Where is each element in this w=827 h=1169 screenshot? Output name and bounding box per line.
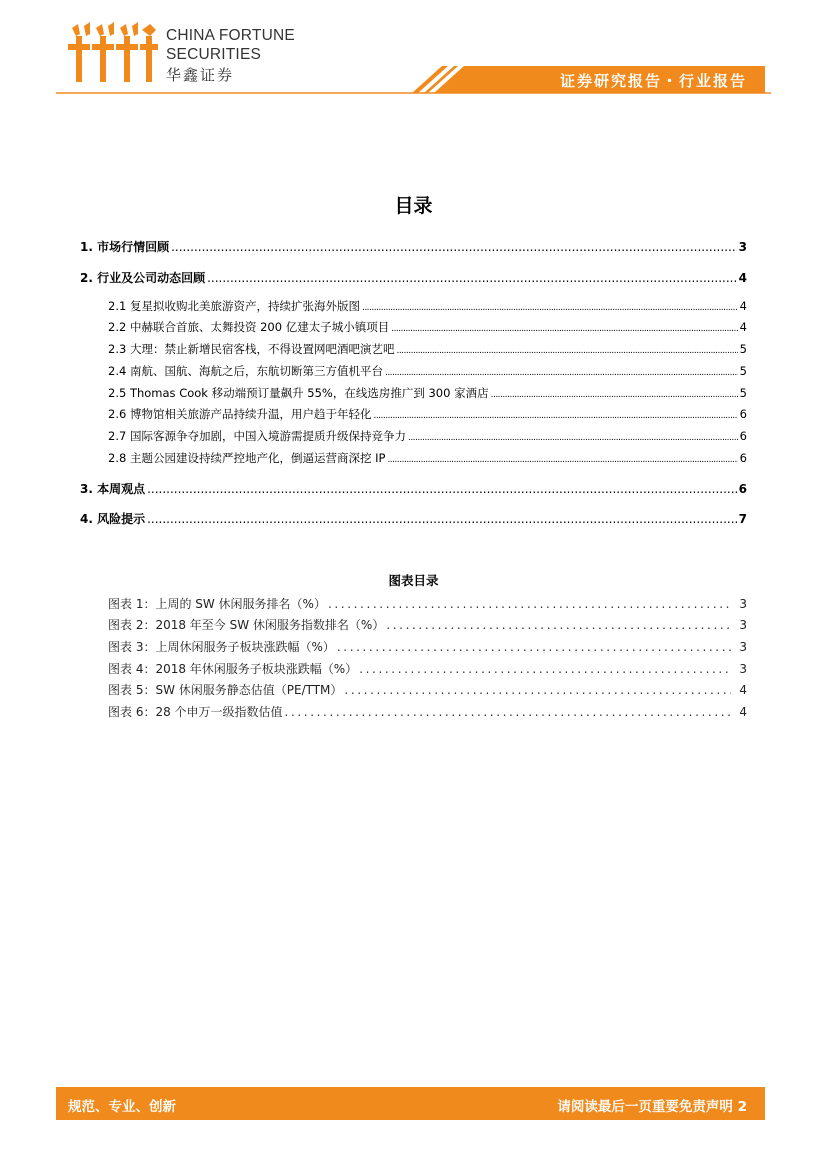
figure-entry-label: 图表 5：SW 休闲服务静态估值（PE/TTM） <box>108 683 343 697</box>
toc-entry-3[interactable] <box>80 480 747 497</box>
logo-line-2: SECURITIES <box>166 46 262 63</box>
leader-dots <box>285 705 732 719</box>
toc-entry-2[interactable] <box>80 269 747 286</box>
page-number: 2 <box>737 1099 747 1115</box>
toc-entry-label: 2.3 大理：禁止新增民宿客栈，不得设置网吧酒吧演艺吧 <box>108 342 395 356</box>
leader-dots <box>386 618 731 632</box>
figure-entry-page: 4 <box>739 705 747 719</box>
toc-entry-page: 3 <box>738 240 747 254</box>
toc-entry-page: 5 <box>739 386 747 400</box>
figure-entry-page: 3 <box>739 640 747 654</box>
leader-dots <box>147 482 737 496</box>
toc-entry-2-4[interactable] <box>108 363 747 379</box>
toc-entry-page: 5 <box>739 364 747 378</box>
toc-entry-label: 2.6 博物馆相关旅游产品持续升温，用户趋于年轻化 <box>108 407 372 421</box>
figure-entry-3[interactable] <box>108 638 747 655</box>
toc-entry-page: 7 <box>738 512 747 526</box>
toc-entry-page: 4 <box>739 320 747 334</box>
logo-text-english <box>166 26 295 64</box>
figure-entry-label: 图表 4：2018 年休闲服务子板块涨跌幅（%） <box>108 662 358 676</box>
leader-dots <box>491 390 738 400</box>
toc-entry-2-2[interactable] <box>108 319 747 335</box>
toc-entry-4[interactable] <box>80 510 747 527</box>
toc-entry-label: 2.8 主题公园建设持续严控地产化，倒逼运营商深挖 IP <box>108 451 386 465</box>
logo-line-1: CHINA FORTUNE <box>166 27 295 44</box>
figure-entry-label: 图表 3：上周休闲服务子板块涨跌幅（%） <box>108 640 335 654</box>
report-type-label: 证券研究报告・行业报告 <box>559 72 747 90</box>
toc-entry-page: 6 <box>739 407 747 421</box>
toc-entry-1[interactable] <box>80 238 747 255</box>
toc-entry-2-6[interactable] <box>108 406 747 422</box>
leader-dots <box>328 597 731 611</box>
leader-dots <box>337 640 732 654</box>
toc-entry-2-8[interactable] <box>108 450 747 466</box>
leader-dots <box>391 324 737 334</box>
toc-entry-label: 3. 本周观点 <box>80 482 146 496</box>
toc-entry-label: 2.1 复星拟收购北美旅游资产，持续扩张海外版图 <box>108 299 360 313</box>
toc-entry-label: 2.2 中赫联合首旅、太舞投资 200 亿建太子城小镇项目 <box>108 320 390 334</box>
toc-entry-label: 2.7 国际客源争夺加剧，中国入境游需提质升级保持竞争力 <box>108 429 406 443</box>
toc-entry-label: 1. 市场行情回顾 <box>80 240 170 254</box>
logo-text-chinese: 华鑫证券 <box>166 66 235 84</box>
toc-entry-2-5[interactable] <box>108 385 747 401</box>
figure-entry-page: 3 <box>739 662 747 676</box>
leader-dots <box>147 512 737 526</box>
figure-entry-label: 图表 2：2018 年至今 SW 休闲服务指数排名（%） <box>108 618 385 632</box>
leader-dots <box>359 662 731 676</box>
leader-dots <box>408 433 738 443</box>
toc-entry-label: 2.4 南航、国航、海航之后，东航切断第三方值机平台 <box>108 364 383 378</box>
toc-title: 目录 <box>394 195 433 217</box>
toc-entry-page: 6 <box>739 429 747 443</box>
toc-entry-2-3[interactable] <box>108 341 747 357</box>
toc-entry-page: 5 <box>739 342 747 356</box>
figures-list-title: 图表目录 <box>388 573 439 588</box>
leader-dots <box>387 455 737 465</box>
figure-entry-4[interactable] <box>108 660 747 677</box>
footer-motto: 规范、专业、创新 <box>68 1099 176 1115</box>
leader-dots <box>396 346 737 356</box>
figure-entry-label: 图表 1：上周的 SW 休闲服务排名（%） <box>108 597 326 611</box>
leader-dots <box>171 240 737 254</box>
toc-entry-page: 4 <box>739 299 747 313</box>
footer-disclaimer-text: 请阅读最后一页重要免责声明 <box>557 1099 733 1115</box>
toc-entry-page: 6 <box>738 482 747 496</box>
figure-entry-page: 3 <box>739 597 747 611</box>
figure-entry-label: 图表 6：28 个申万一级指数估值 <box>108 705 283 719</box>
figure-entry-page: 3 <box>739 618 747 632</box>
figure-entry-2[interactable] <box>108 616 747 633</box>
footer-disclaimer <box>557 1095 747 1115</box>
leader-dots <box>207 271 737 285</box>
toc-entry-label: 2.5 Thomas Cook 移动端预订量飙升 55%，在线选房推广到 300 家酒店 <box>108 386 489 400</box>
toc-entry-2-7[interactable] <box>108 428 747 444</box>
leader-dots <box>344 683 731 697</box>
toc-entry-label: 2. 行业及公司动态回顾 <box>80 271 206 285</box>
toc-entry-label: 4. 风险提示 <box>80 512 146 526</box>
toc-entry-page: 4 <box>738 271 747 285</box>
figure-entry-6[interactable] <box>108 703 747 720</box>
leader-dots <box>385 368 738 378</box>
toc-entry-page: 6 <box>739 451 747 465</box>
leader-dots <box>373 411 737 421</box>
toc-entry-2-1[interactable] <box>108 298 747 314</box>
figure-entry-1[interactable] <box>108 595 747 612</box>
figure-entry-page: 4 <box>739 683 747 697</box>
figure-entry-5[interactable] <box>108 681 747 698</box>
leader-dots <box>362 303 738 313</box>
